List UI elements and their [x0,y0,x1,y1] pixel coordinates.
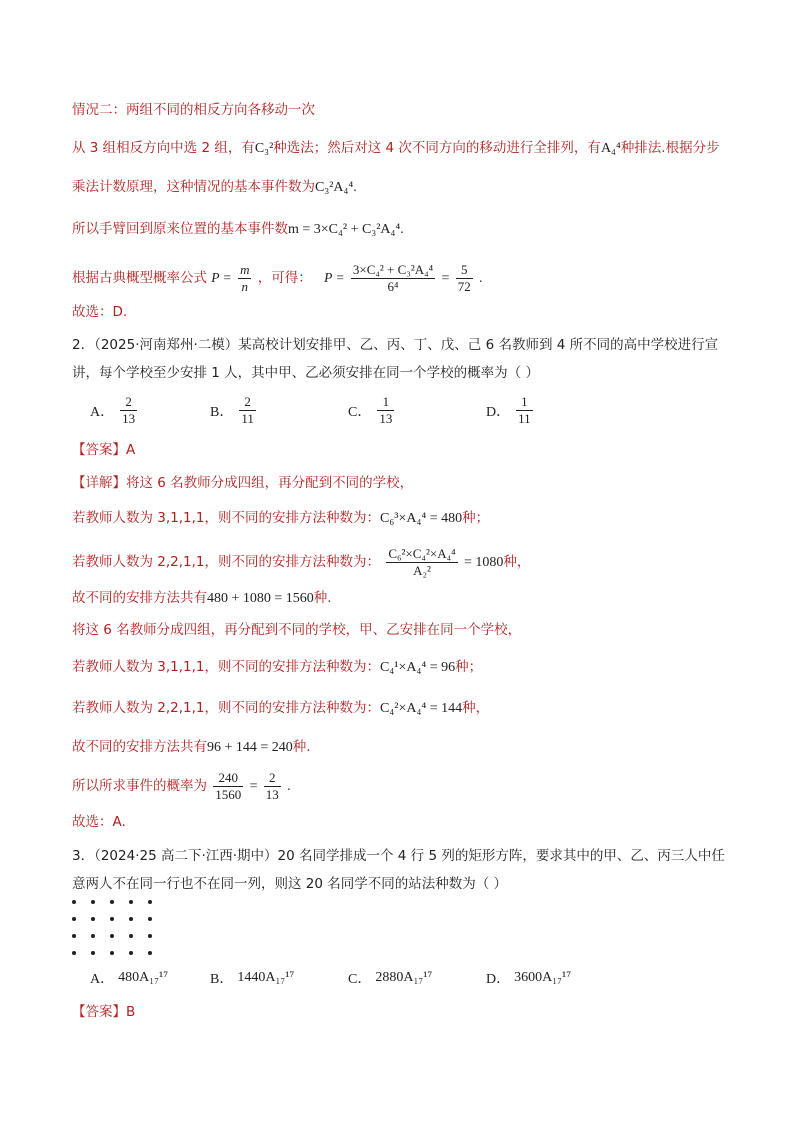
matrix-dot [110,934,114,938]
q2-option-b: B． $\frac{2}{11}$ [210,394,254,426]
matrix-dot [129,900,133,904]
q2-choose: 故选：A. [72,814,126,830]
matrix-dot [148,900,152,904]
q2-detail-line-9: 所以所求事件的概率为 $\frac{240}{1560}$ = $\frac{2}{13}$ . [72,769,291,802]
q2-option-d: D． $\frac{1}{11}$ [486,394,531,426]
matrix-dot [148,934,152,938]
matrix-dot [91,951,95,955]
matrix-dot [91,917,95,921]
q2-detail-line-5: 将这 6 名教师分成四组，再分配到不同的学校，甲、乙安排在同一个学校， [72,622,522,638]
matrix-dot [91,934,95,938]
case-two-line-1: 从 3 组相反方向中选 2 组，有C₃²种选法；然后对这 4 次不同方向的移动进行全排列，有A₄⁴种排法.根据分步 [72,140,720,156]
q2-detail-line-3: 若教师人数为 2,2,1,1，则不同的安排方法种数为： $\frac{\text{C₆²×C₄²×A₄⁴}}{\text{A₂²}}$ = 1080种， [72,545,531,578]
q2-stem-line-2: 讲，每个学校至少安排 1 人，其中甲、乙必须安排在同一个学校的概率为（ ） [72,365,539,381]
matrix-dot [72,951,76,955]
fraction-probability: $\frac{\text{3×C₄² + C₃²A₄⁴}}{\text{6⁴}}$ [352,261,434,294]
case-two-line-2: 乘法计数原理，这种情况的基本事件数为C₃²A₄⁴. [72,179,357,195]
matrix-dot [110,917,114,921]
q2-detail-line-6: 若教师人数为 3,1,1,1，则不同的安排方法种数为：C₄¹×A₄⁴ = 96种； [72,659,483,675]
matrix-dot [72,900,76,904]
q3-option-d: D． 3600A₁₇¹⁷ [486,970,572,987]
q2-option-a: A． $\frac{2}{13}$ [90,394,136,426]
choose-d: 故选：D. [72,304,128,320]
matrix-dot [129,917,133,921]
q2-detail-line-2: 若教师人数为 3,1,1,1，则不同的安排方法种数为：C₆³×A₄⁴ = 480种； [72,510,490,526]
matrix-dot [129,934,133,938]
q2-detail-line-4: 故不同的安排方法共有480 + 1080 = 1560种. [72,590,332,606]
q2-detail-line-8: 故不同的安排方法共有96 + 144 = 240种. [72,739,311,755]
q3-stem-line-1: 3．（2024·25 高二下·江西·期中）20 名同学排成一个 4 行 5 列的矩形方阵，要求其中的甲、乙、丙三人中任 [72,848,725,864]
matrix-dot [129,951,133,955]
matrix-dot [72,917,76,921]
matrix-dot [148,951,152,955]
q2-answer: 【答案】A [72,442,136,458]
q2-detail-line-1: 【详解】将这 6 名教师分成四组，再分配到不同的学校， [72,475,414,491]
total-events-line: 所以手臂回到原来位置的基本事件数m = 3×C₄² + C₃²A₄⁴. [72,221,404,237]
q3-answer: 【答案】B [72,1004,136,1020]
q3-option-a: A． 480A₁₇¹⁷ [90,970,169,987]
matrix-dot [110,951,114,955]
fraction-m-over-n: $\frac{m}{n}$ [240,261,250,294]
q3-stem-line-2: 意两人不在同一行也不在同一列，则这 20 名同学不同的站法种数为（ ） [72,876,508,892]
q3-option-c: C． 2880A₁₇¹⁷ [348,970,433,987]
probability-formula-line: 根据古典概型概率公式 P = $\frac{m}{n}$ ，可得： P = $\frac{\text{3×C₄² + C₃²A₄⁴}}{\text{6⁴}}$ = $\frac{5}{72}$ . [72,261,483,294]
matrix-dot [110,900,114,904]
matrix-dot [72,934,76,938]
q3-option-b: B． 1440A₁₇¹⁷ [210,970,295,987]
matrix-dot [148,917,152,921]
q2-stem-line-1: 2．（2025·河南郑州·二模）某高校计划安排甲、乙、丙、丁、戊、己 6 名教师到 4 所不同的高中学校进行宣 [72,337,719,353]
fraction-5-72: $\frac{5}{72}$ [457,261,471,294]
q2-detail-line-7: 若教师人数为 2,2,1,1，则不同的安排方法种数为：C₄²×A₄⁴ = 144种， [72,700,490,716]
case-two-heading: 情况二：两组不同的相反方向各移动一次 [72,102,315,118]
q2-option-c: C． $\frac{1}{13}$ [348,394,393,426]
matrix-dot [91,900,95,904]
